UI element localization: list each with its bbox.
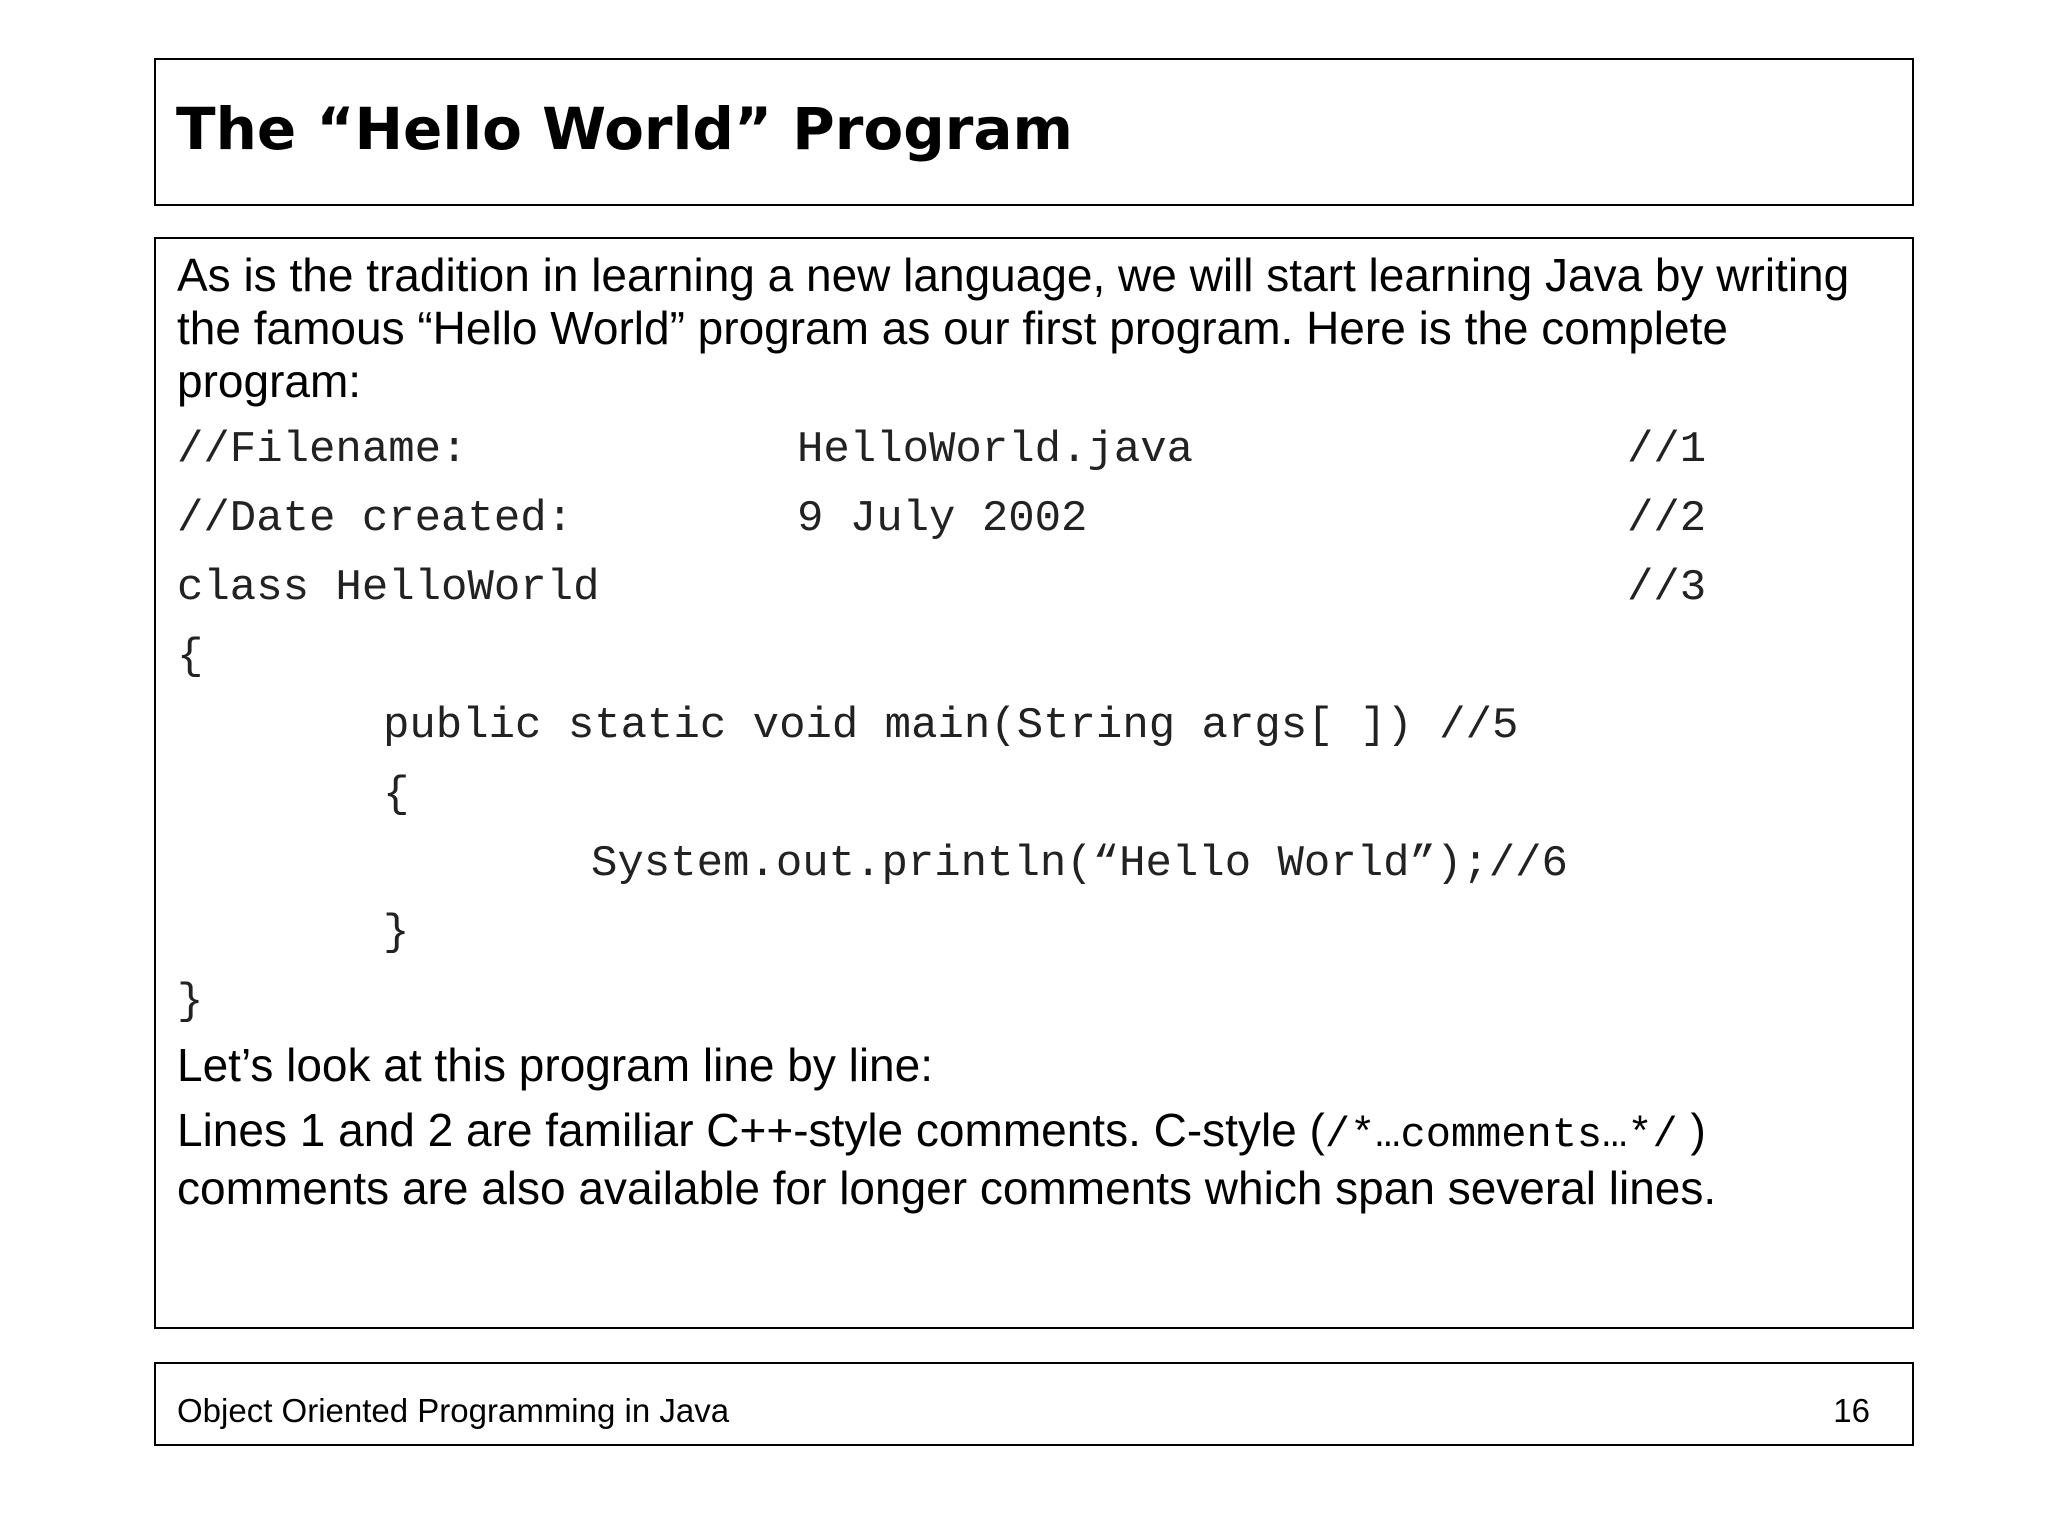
code-text: //Filename: <box>177 425 468 475</box>
title-box <box>154 58 1914 206</box>
code-line <box>177 968 1897 1037</box>
look-paragraph: Let’s look at this program line by line: <box>177 1039 933 1091</box>
code-line <box>177 692 1897 761</box>
inline-code: /*…comments…*/ <box>1324 1111 1678 1159</box>
code-comment: //3 <box>1627 563 1707 613</box>
code-text: 9 July 2002 <box>797 494 1088 544</box>
code-line <box>177 554 1897 623</box>
code-block <box>177 416 1897 1037</box>
lines-text-post: ) comments are also available for longer comments which span several lines. <box>177 1104 1717 1214</box>
page-number: 16 <box>1833 1392 1870 1429</box>
code-line <box>177 761 1897 830</box>
code-comment: //2 <box>1627 494 1707 544</box>
footer-box <box>154 1362 1914 1446</box>
footer-course: Object Oriented Programming in Java <box>177 1392 730 1429</box>
code-text: } <box>383 908 410 958</box>
code-text: { <box>383 770 410 820</box>
content-box <box>154 237 1914 1329</box>
code-text: } <box>177 977 204 1027</box>
code-comment: //1 <box>1627 425 1707 475</box>
lines-text-pre: Lines 1 and 2 are familiar C++-style comments. C-style ( <box>177 1104 1325 1156</box>
code-text: public static void main(String args[ ]) //5 <box>383 701 1519 751</box>
code-text: { <box>177 632 204 682</box>
slide-title: The “Hello World” Program <box>176 95 1073 163</box>
code-line <box>177 623 1897 692</box>
code-line <box>177 899 1897 968</box>
code-text: //Date created: <box>177 494 574 544</box>
lines-paragraph <box>177 1104 1897 1215</box>
content <box>177 249 1897 1215</box>
intro-paragraph: As is the tradition in learning a new language, we will start learning Java by writing the famous “Hello World” program as our first program. Here is the complete program: <box>177 249 1850 407</box>
code-line <box>177 485 1897 554</box>
code-line <box>177 416 1897 485</box>
code-line <box>177 830 1897 899</box>
code-text: HelloWorld.java <box>797 425 1194 475</box>
code-text: System.out.println(“Hello World”);//6 <box>591 839 1568 889</box>
code-text: class HelloWorld <box>177 563 600 613</box>
